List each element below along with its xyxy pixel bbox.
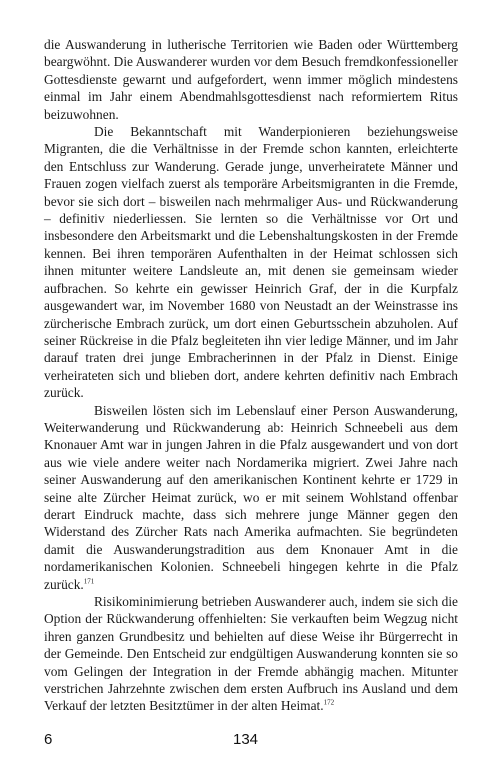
chapter-number: 6 (44, 731, 53, 748)
paragraph-4 (44, 593, 458, 715)
paragraph-text: Die Bekanntschaft mit Wanderpionieren beziehungsweise Migranten, die die Verhältnisse in der Fremde schon kannten, erleichterte den Entschluss zur Wanderung. Gerade junge, unverheiratete Männer und Frauen zogen vielfach zuerst als temporäre Arbeitsmigranten in die Fremde, bevor sie sich dort – bisweilen nach mehrmaliger Aus- und Rückwanderung – definitiv niederliessen. Sie lernten so die Verhältnisse vor Ort und insbesondere den Arbeitsmarkt und die Lebenshaltungskosten in der Fremde kennen. Bei ihren temporären Aufenthalten in der Heimat schlossen sich ihnen mitunter weitere Landsleute an, mit denen sie gemeinsam wieder aufbrachen. So kehrte ein gewisser Heinrich Graf, der in die Kurpfalz ausgewandert war, im November 1680 von Neustadt an der Weinstrasse ins zürcherische Embrach zurück, um dort einen Geburtsschein abzuholen. Auf seiner Rückreise in die Pfalz begleiteten ihn vier ledige Männer, und im Jahr darauf traten drei junge Embracherinnen in der Pfalz in Dienst. Einige verheirateten sich und blieben dort, andere kehrten definitiv nach Embrach zurück. (44, 124, 458, 401)
footnote-reference[interactable]: 172 (323, 698, 335, 707)
paragraph-3 (44, 402, 458, 593)
paragraph-1 (44, 36, 458, 123)
footnote-reference[interactable]: 171 (83, 577, 95, 586)
paragraph-2 (44, 123, 458, 402)
paragraph-text: Risikominimierung betrieben Auswanderer auch, indem sie sich die Option der Rückwanderung offenhielten: Sie verkauften beim Wegzug nicht ihren ganzen Grundbesitz und behielten auf diese Weise ihr Bürgerrecht in der Gemeinde. Den Entscheid zur endgültigen Auswanderung konnten sie so vom Gelingen der Integration in der Fremde abhängig machen. Mitunter verstrichen Jahrzehnte zwischen dem ersten Aufbruch ins Ausland und dem Verkauf der letzten Besitztümer in der alten Heimat. (44, 594, 458, 714)
paragraph-text: Bisweilen lösten sich im Lebenslauf einer Person Auswanderung, Weiterwanderung und Rückwanderung ab: Heinrich Schneebeli aus dem Knonauer Amt war in jungen Jahren in die Pfalz ausgewandert und von dort aus wie viele andere weiter nach Nordamerika migriert. Zwei Jahre nach seiner Auswanderung auf den amerikanischen Kontinent kehrte er 1729 in seine alte Zürcher Heimat zurück, wo er mit seinem Wohlstand offenbar derart Eindruck machte, dass sich mehrere junge Männer gegen den Widerstand des Zürcher Rats nach Amerika aufmachten. Sie begründeten damit die Auswanderungstradition aus dem Knonauer Amt in die nordamerikanischen Kolonien. Schneebeli hingegen kehrte in die Pfalz zurück. (44, 402, 458, 592)
paragraph-text: die Auswanderung in lutherische Territorien wie Baden oder Württemberg beargwöhnt. Die Auswanderer wurden vor dem Besuch fremdkonfessioneller Gottesdienste gewarnt und aufgefordert, wenn immer möglich mindestens einmal im Jahr einem Abendmahlsgottesdienst nach reformiertem Ritus beizuwohnen. (44, 37, 458, 122)
body-text (44, 36, 458, 715)
page-number: 134 (233, 731, 259, 748)
